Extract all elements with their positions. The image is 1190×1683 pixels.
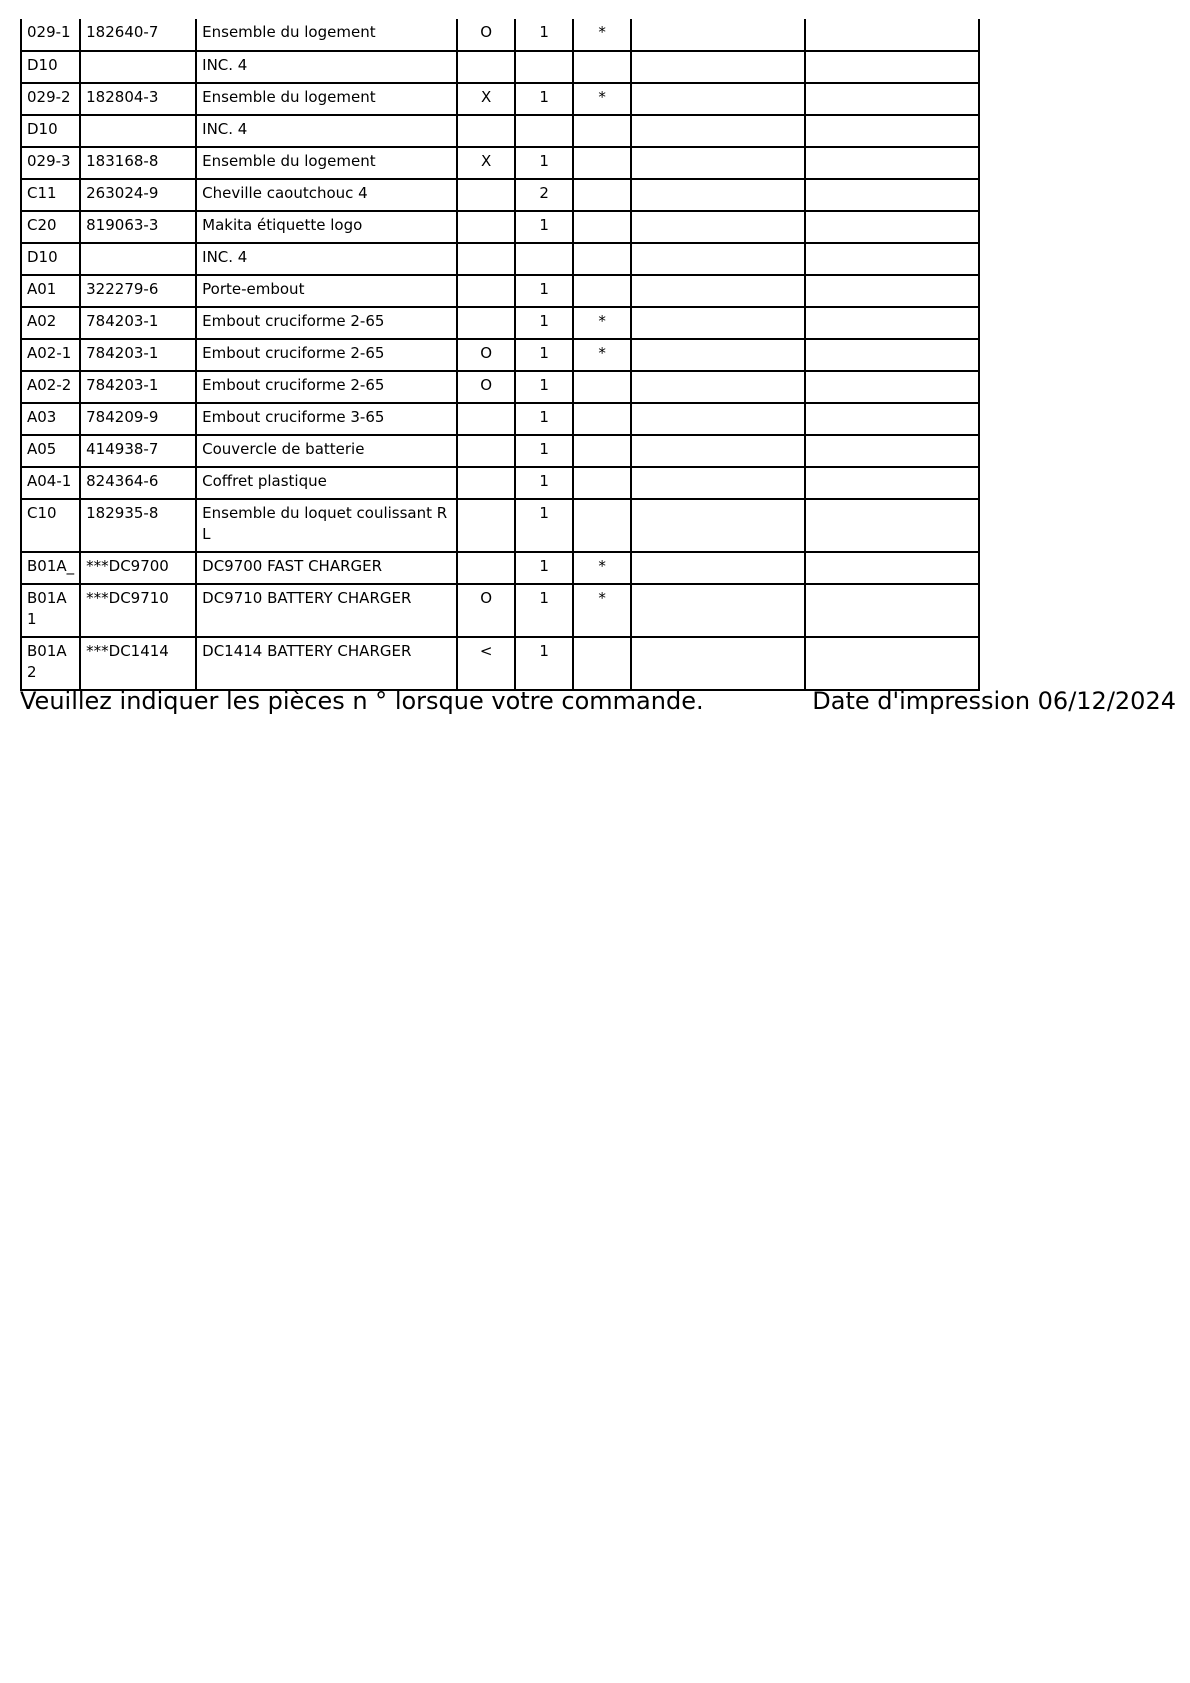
cell-quantity: 1 xyxy=(515,307,573,339)
cell-description: INC. 4 xyxy=(196,243,457,275)
cell-mark xyxy=(457,467,515,499)
table-row xyxy=(21,403,979,435)
cell-ref: C10 xyxy=(21,499,80,552)
cell-description: INC. 4 xyxy=(196,51,457,83)
cell-mark: < xyxy=(457,637,515,690)
cell-mark: O xyxy=(457,584,515,637)
cell-note: * xyxy=(573,339,631,371)
table-row xyxy=(21,83,979,115)
cell-mark xyxy=(457,499,515,552)
table-row xyxy=(21,243,979,275)
table-row xyxy=(21,467,979,499)
cell-ref: A03 xyxy=(21,403,80,435)
cell-part-number: 784203-1 xyxy=(80,339,196,371)
cell-description: Cheville caoutchouc 4 xyxy=(196,179,457,211)
cell-ref: D10 xyxy=(21,51,80,83)
cell-description: Embout cruciforme 2-65 xyxy=(196,371,457,403)
cell-quantity: 1 xyxy=(515,467,573,499)
table-row xyxy=(21,307,979,339)
table-row xyxy=(21,19,979,51)
cell-description: INC. 4 xyxy=(196,115,457,147)
cell-ref: B01A 2 xyxy=(21,637,80,690)
cell-quantity: 1 xyxy=(515,339,573,371)
cell-part-number: ***DC1414 xyxy=(80,637,196,690)
cell-mark xyxy=(457,51,515,83)
cell-part-number: 784209-9 xyxy=(80,403,196,435)
cell-empty xyxy=(631,499,805,552)
cell-mark xyxy=(457,403,515,435)
cell-empty xyxy=(805,371,979,403)
footer-order-note: Veuillez indiquer les pièces n ° lorsque votre commande. xyxy=(20,687,704,715)
cell-part-number xyxy=(80,115,196,147)
cell-empty xyxy=(631,243,805,275)
cell-description: Ensemble du loquet coulissant R L xyxy=(196,499,457,552)
cell-description: DC1414 BATTERY CHARGER xyxy=(196,637,457,690)
cell-description: Embout cruciforme 2-65 xyxy=(196,339,457,371)
cell-ref: A04-1 xyxy=(21,467,80,499)
cell-description: Porte-embout xyxy=(196,275,457,307)
cell-quantity: 2 xyxy=(515,179,573,211)
cell-quantity: 1 xyxy=(515,499,573,552)
cell-note: * xyxy=(573,584,631,637)
cell-note xyxy=(573,147,631,179)
cell-ref: A02-2 xyxy=(21,371,80,403)
cell-note: * xyxy=(573,307,631,339)
cell-mark xyxy=(457,307,515,339)
parts-table xyxy=(20,19,980,691)
table-row xyxy=(21,115,979,147)
cell-part-number: ***DC9710 xyxy=(80,584,196,637)
cell-ref: A02-1 xyxy=(21,339,80,371)
cell-empty xyxy=(631,83,805,115)
cell-quantity xyxy=(515,243,573,275)
cell-empty xyxy=(805,211,979,243)
cell-part-number: 824364-6 xyxy=(80,467,196,499)
cell-ref: B01A 1 xyxy=(21,584,80,637)
cell-empty xyxy=(631,435,805,467)
cell-description: DC9700 FAST CHARGER xyxy=(196,552,457,584)
cell-quantity: 1 xyxy=(515,552,573,584)
cell-ref: A05 xyxy=(21,435,80,467)
cell-empty xyxy=(631,51,805,83)
cell-part-number: 784203-1 xyxy=(80,307,196,339)
table-row xyxy=(21,371,979,403)
cell-empty xyxy=(631,584,805,637)
cell-note xyxy=(573,211,631,243)
cell-empty xyxy=(805,467,979,499)
cell-empty xyxy=(631,339,805,371)
cell-empty xyxy=(805,179,979,211)
cell-note xyxy=(573,275,631,307)
cell-empty xyxy=(805,552,979,584)
cell-part-number xyxy=(80,243,196,275)
cell-description: Embout cruciforme 2-65 xyxy=(196,307,457,339)
cell-mark: X xyxy=(457,147,515,179)
cell-part-number: 322279-6 xyxy=(80,275,196,307)
table-row xyxy=(21,275,979,307)
cell-ref: B01A_ xyxy=(21,552,80,584)
cell-description: Makita étiquette logo xyxy=(196,211,457,243)
cell-empty xyxy=(805,403,979,435)
cell-quantity: 1 xyxy=(515,584,573,637)
cell-empty xyxy=(631,552,805,584)
cell-mark: O xyxy=(457,371,515,403)
cell-note xyxy=(573,51,631,83)
cell-mark xyxy=(457,435,515,467)
cell-part-number: ***DC9700 xyxy=(80,552,196,584)
cell-part-number: 414938-7 xyxy=(80,435,196,467)
table-row xyxy=(21,435,979,467)
cell-ref: C20 xyxy=(21,211,80,243)
cell-part-number: 819063-3 xyxy=(80,211,196,243)
cell-description: Ensemble du logement xyxy=(196,19,457,51)
cell-note xyxy=(573,435,631,467)
cell-empty xyxy=(805,584,979,637)
cell-empty xyxy=(805,435,979,467)
cell-note: * xyxy=(573,552,631,584)
cell-part-number: 182640-7 xyxy=(80,19,196,51)
cell-description: Embout cruciforme 3-65 xyxy=(196,403,457,435)
cell-quantity: 1 xyxy=(515,637,573,690)
table-row xyxy=(21,584,979,637)
cell-note: * xyxy=(573,19,631,51)
cell-note xyxy=(573,115,631,147)
cell-quantity xyxy=(515,115,573,147)
cell-empty xyxy=(805,19,979,51)
cell-mark xyxy=(457,552,515,584)
table-row xyxy=(21,51,979,83)
table-row xyxy=(21,179,979,211)
cell-quantity: 1 xyxy=(515,403,573,435)
cell-empty xyxy=(631,19,805,51)
cell-mark: O xyxy=(457,339,515,371)
cell-note xyxy=(573,243,631,275)
cell-ref: A02 xyxy=(21,307,80,339)
cell-quantity: 1 xyxy=(515,19,573,51)
parts-table-body xyxy=(21,19,979,690)
cell-empty xyxy=(805,307,979,339)
cell-note xyxy=(573,499,631,552)
cell-empty xyxy=(631,115,805,147)
cell-ref: 029-1 xyxy=(21,19,80,51)
cell-empty xyxy=(631,211,805,243)
cell-empty xyxy=(805,147,979,179)
cell-mark xyxy=(457,115,515,147)
table-row xyxy=(21,499,979,552)
cell-empty xyxy=(805,637,979,690)
cell-quantity: 1 xyxy=(515,211,573,243)
cell-empty xyxy=(631,403,805,435)
cell-empty xyxy=(631,147,805,179)
cell-ref: C11 xyxy=(21,179,80,211)
cell-empty xyxy=(631,275,805,307)
table-row xyxy=(21,211,979,243)
cell-part-number: 182804-3 xyxy=(80,83,196,115)
cell-note xyxy=(573,179,631,211)
cell-empty xyxy=(805,243,979,275)
cell-part-number: 182935-8 xyxy=(80,499,196,552)
cell-empty xyxy=(805,83,979,115)
cell-mark xyxy=(457,275,515,307)
cell-note xyxy=(573,637,631,690)
cell-ref: A01 xyxy=(21,275,80,307)
cell-quantity xyxy=(515,51,573,83)
cell-mark: O xyxy=(457,19,515,51)
cell-description: Ensemble du logement xyxy=(196,147,457,179)
cell-mark xyxy=(457,179,515,211)
cell-empty xyxy=(805,51,979,83)
cell-empty xyxy=(805,499,979,552)
cell-mark xyxy=(457,211,515,243)
cell-quantity: 1 xyxy=(515,371,573,403)
cell-ref: 029-3 xyxy=(21,147,80,179)
cell-note xyxy=(573,467,631,499)
cell-empty xyxy=(631,467,805,499)
cell-quantity: 1 xyxy=(515,147,573,179)
cell-part-number xyxy=(80,51,196,83)
cell-ref: D10 xyxy=(21,243,80,275)
cell-quantity: 1 xyxy=(515,435,573,467)
cell-note xyxy=(573,371,631,403)
table-row xyxy=(21,637,979,690)
cell-note xyxy=(573,403,631,435)
cell-part-number: 263024-9 xyxy=(80,179,196,211)
cell-empty xyxy=(805,275,979,307)
cell-empty xyxy=(805,339,979,371)
cell-mark xyxy=(457,243,515,275)
cell-description: DC9710 BATTERY CHARGER xyxy=(196,584,457,637)
cell-part-number: 784203-1 xyxy=(80,371,196,403)
cell-part-number: 183168-8 xyxy=(80,147,196,179)
cell-empty xyxy=(631,637,805,690)
cell-description: Coffret plastique xyxy=(196,467,457,499)
table-row xyxy=(21,339,979,371)
table-row xyxy=(21,147,979,179)
cell-empty xyxy=(631,179,805,211)
cell-empty xyxy=(631,307,805,339)
cell-empty xyxy=(631,371,805,403)
cell-quantity: 1 xyxy=(515,275,573,307)
cell-empty xyxy=(805,115,979,147)
footer-print-date: Date d'impression 06/12/2024 xyxy=(812,687,1176,715)
cell-description: Ensemble du logement xyxy=(196,83,457,115)
cell-ref: 029-2 xyxy=(21,83,80,115)
cell-note: * xyxy=(573,83,631,115)
cell-quantity: 1 xyxy=(515,83,573,115)
table-row xyxy=(21,552,979,584)
cell-mark: X xyxy=(457,83,515,115)
cell-ref: D10 xyxy=(21,115,80,147)
cell-description: Couvercle de batterie xyxy=(196,435,457,467)
